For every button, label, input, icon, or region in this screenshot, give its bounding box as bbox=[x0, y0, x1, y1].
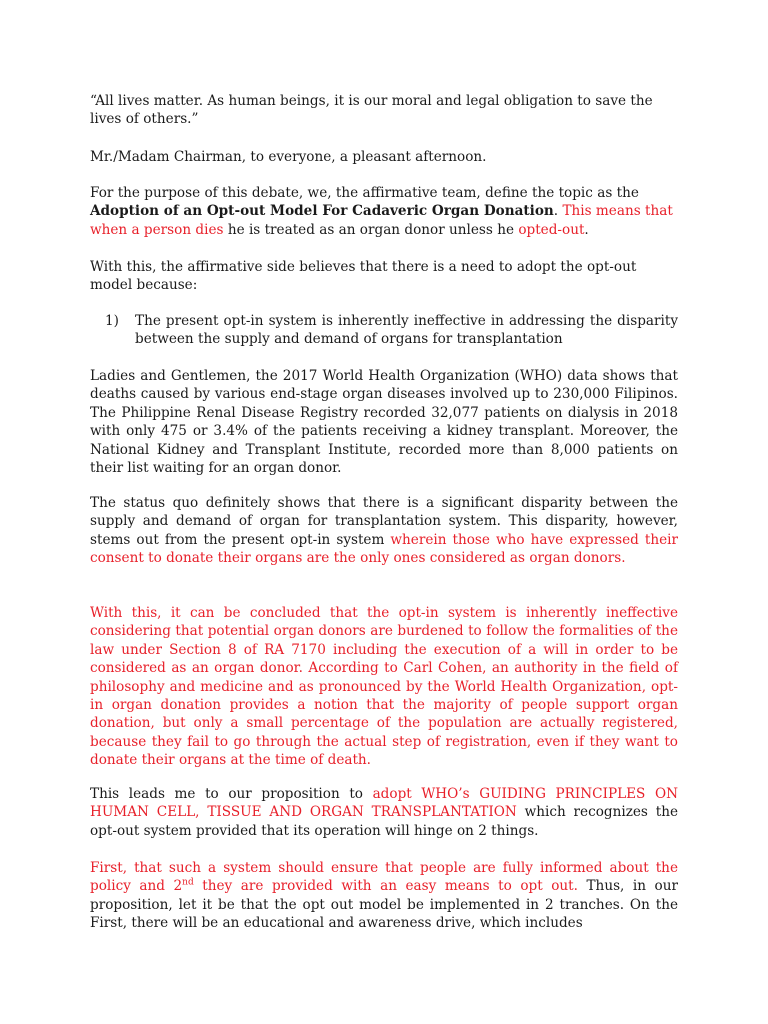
list-number: 1) bbox=[105, 313, 119, 329]
proposition-paragraph bbox=[90, 785, 678, 840]
greeting: Mr./Madam Chairman, to everyone, a pleasant afternoon. bbox=[90, 149, 487, 165]
topic-text-d: . bbox=[584, 221, 589, 238]
status-quo-paragraph bbox=[90, 494, 678, 568]
affirmative-intro-paragraph: With this, the affirmative side believes that there is a need to adopt the opt-out model because: bbox=[90, 259, 637, 294]
proposition-highlight: adopt WHO’s GUIDING PRINCIPLES ON HUMAN CELL, TISSUE AND ORGAN TRANSPLANTATION bbox=[90, 786, 679, 821]
implementation-paragraph bbox=[90, 859, 678, 933]
topic-text-a: For the purpose of this debate, we, the affirmative team, define the topic as the bbox=[90, 185, 639, 201]
status-quo-text: The status quo definitely shows that there is a significant disparity between the supply and demand of organ for transplantation system. This disparity, however, stems out from the present opt-in system bbox=[90, 495, 678, 548]
topic-text-c: he is treated as an organ donor unless he bbox=[223, 221, 519, 238]
proposition-text-b: which recognizes the opt-out system provided that its operation will hinge on 2 things. bbox=[90, 804, 678, 839]
ordinal-suffix: nd bbox=[182, 877, 194, 888]
topic-text-b: . bbox=[553, 203, 563, 220]
argument-list-item bbox=[105, 312, 678, 349]
implementation-highlight-a: First, that such a system should ensure that people are fully informed about the policy and 2 bbox=[90, 860, 678, 895]
proposition-text-a: This leads me to our proposition to bbox=[90, 786, 373, 802]
conclusion-paragraph: With this, it can be concluded that the opt-in system is inherently ineffective considering that potential organ donors are burdened to follow the formalities of the law under Section 8 of RA 7170 including the execution of a will in order to be considered as an organ donor. According to Carl Cohen, an authority in the field of philosophy and medicine and as pronounced by the World Health Organization, opt-in organ donation provides a notion that the majority of people support organ donation, but only a small percentage of the population are actually registered, because they fail to go through the actual step of registration, even if they want to donate their organs at the time of death. bbox=[90, 605, 678, 769]
statistics-paragraph: Ladies and Gentlemen, the 2017 World Health Organization (WHO) data shows that deaths caused by various end-stage organ diseases involved up to 230,000 Filipinos. The Philippine Renal Disease Registry recorded 32,077 patients on dialysis in 2018 with only 475 or 3.4% of the patients receiving a kidney transplant. Moreover, the National Kidney and Transplant Institute, recorded more than 8,000 patients on their list waiting for an organ donor. bbox=[90, 368, 678, 477]
opening-quote: “All lives matter. As human beings, it is our moral and legal obligation to save the lives of others.” bbox=[90, 93, 653, 128]
topic-highlight-1: This means that when a person dies bbox=[90, 203, 673, 238]
status-quo-highlight: wherein those who have expressed their consent to donate their organs are the only ones considered as organ donors. bbox=[90, 531, 678, 567]
topic-definition-paragraph bbox=[90, 184, 678, 239]
list-text: The present opt-in system is inherently ineffective in addressing the disparity between the supply and demand of organs for transplantation bbox=[135, 313, 678, 348]
topic-highlight-2: opted-out bbox=[518, 221, 585, 238]
topic-title: Adoption of an Opt-out Model For Cadaveric Organ Donation bbox=[90, 203, 554, 220]
implementation-highlight-b: they are provided with an easy means to opt out. bbox=[193, 878, 578, 895]
implementation-text: Thus, in our proposition, let it be that the opt out model be implemented in 2 tranches. On the First, there will be an educational and awareness drive, which includes bbox=[90, 878, 678, 932]
